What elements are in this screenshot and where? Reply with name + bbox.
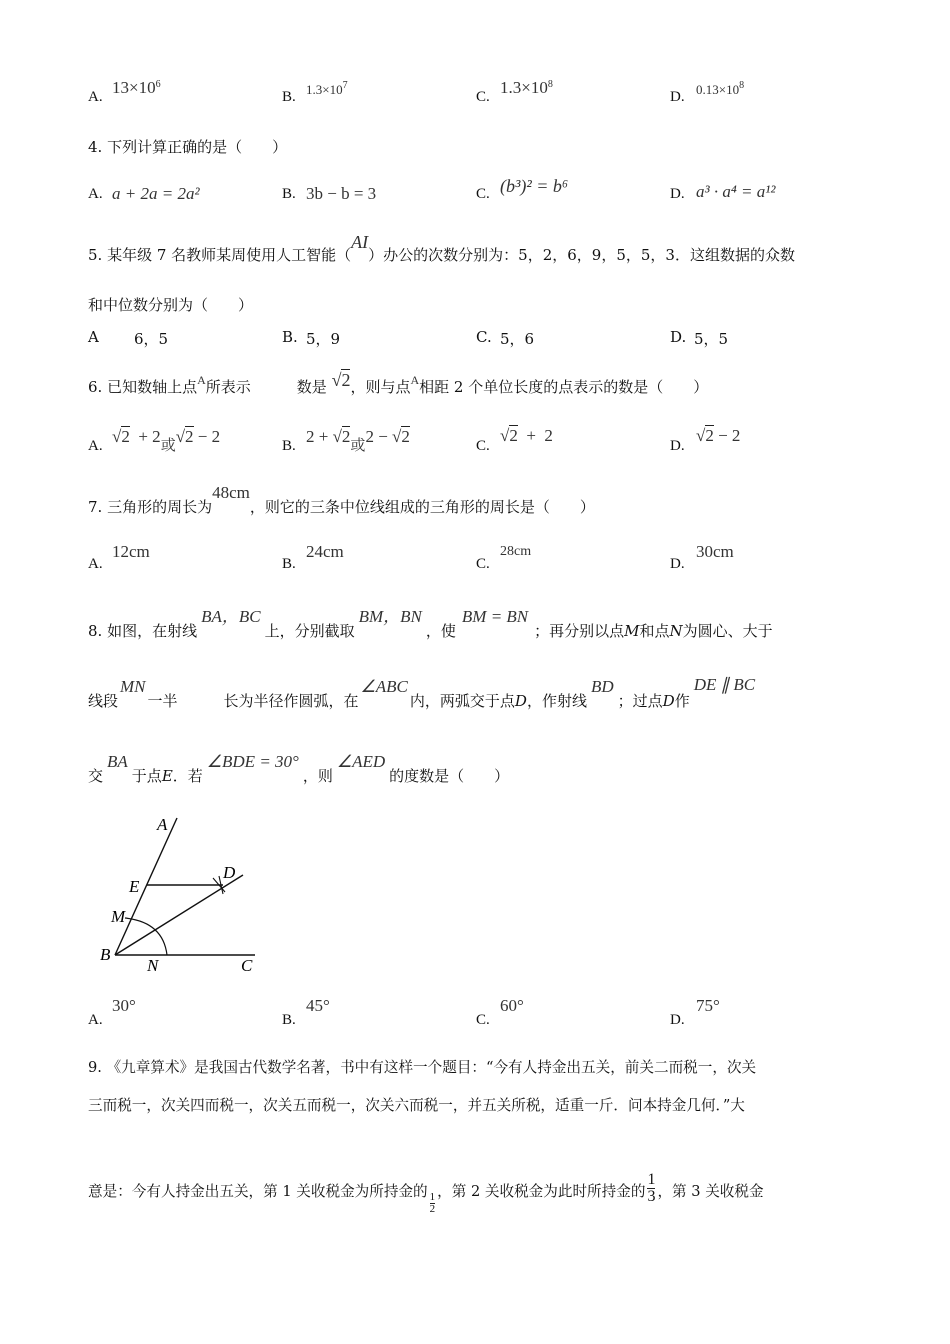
arc-mn <box>125 918 167 955</box>
label-m: M <box>111 907 126 926</box>
q4-option-a-value: a + 2a = 2a² <box>112 184 200 203</box>
q5-option-d-label: D. <box>670 328 687 346</box>
q7-option-c-value: 28cm <box>500 544 532 559</box>
q3-option-a-label: A. <box>88 89 103 105</box>
q4-option-d-value: a³ · a⁴ = a¹² <box>696 182 776 201</box>
q9-line3: 意是：今有人持金出五关，第 1 关收税金为所持金的 $\frac{1}{2}$ ，第 2 关收税金为此时所持金的 $\frac{1}{3}$ ，第 3 关收税金 <box>88 1171 764 1215</box>
q3-option-b-label: B. <box>282 89 296 105</box>
q7-option-a-value: 12cm <box>112 542 150 561</box>
q5-option-d-value: 5，5 <box>694 330 729 348</box>
q5-stem-line1: 5. 某年级 7 名教师某周使用人工智能（AI）办公的次数分别为：5，2，6，9，5，5，3．这组数据的众数 <box>88 232 795 264</box>
q3-option-c-value: $1.3\times 10^8$ <box>500 78 553 97</box>
q5-option-c-value: 5，6 <box>500 330 535 348</box>
q8-stem-line3: 交BA于点E．若∠BDE = 30°，则∠AED的度数是（ ） <box>88 752 510 785</box>
q9-line1: 9. 《九章算术》是我国古代数学名著，书中有这样一个题目：“今有人持金出五关，前关二而税一，次关 <box>88 1059 757 1076</box>
q4-option-b-label: B. <box>282 186 296 202</box>
q6-stem: 6. 已知数轴上点$^A$所表示 数是 √2，则与点$^A$相距 2 个单位长度的点表示的数是（ ） <box>88 370 709 396</box>
q8-geometry-figure <box>95 810 270 980</box>
q7-option-b-label: B. <box>282 556 296 572</box>
q5-option-b-label: B. <box>282 328 298 346</box>
q8-stem-line2: 线段MN一半 长为半径作圆弧，在∠ABC内，两弧交于点D，作射线BD；过点D作DE ∥ BC <box>88 675 756 710</box>
label-b: B <box>100 945 111 964</box>
q6-option-c-label: C. <box>476 438 490 454</box>
q6-option-d-label: D. <box>670 438 685 454</box>
q8-option-c-value: 60° <box>500 996 524 1015</box>
q6-option-b-value: 2 + √2或2 − √2 <box>306 427 410 454</box>
q8-option-a-value: 30° <box>112 996 136 1015</box>
q4-option-c-value: (b³)² = b⁶ <box>500 176 569 196</box>
q9-fraction-half: $\frac{1}{2}$ <box>429 1191 436 1215</box>
q4-option-c-label: C. <box>476 186 490 202</box>
q5-ai-term: AI <box>351 232 369 252</box>
q6-option-a-label: A. <box>88 438 103 454</box>
q4-option-d-label: D. <box>670 186 685 202</box>
q6-option-d-value: √2 − 2 <box>696 426 741 445</box>
q9-fraction-third: $\frac{1}{3}$ <box>647 1171 656 1205</box>
q7-option-b-value: 24cm <box>306 542 344 561</box>
label-d: D <box>223 863 236 882</box>
q6-option-b-label: B. <box>282 438 296 454</box>
q7-option-d-value: 30cm <box>696 542 734 561</box>
q3-option-d-label: D. <box>670 89 685 105</box>
label-a: A <box>157 815 168 834</box>
q3-option-d-value: $0.13\times 10^8$ <box>696 80 745 97</box>
q8-option-b-value: 45° <box>306 996 330 1015</box>
q8-option-b-label: B. <box>282 1012 296 1028</box>
q8-option-c-label: C. <box>476 1012 490 1028</box>
q6-option-a-value: √2 + 2或√2 − 2 <box>112 427 221 454</box>
q8-option-d-label: D. <box>670 1012 685 1028</box>
ray-ba <box>115 818 177 955</box>
q4-stem: 4. 下列计算正确的是（ ） <box>88 138 288 156</box>
q6-sqrt2: √2 <box>331 370 351 390</box>
q5-option-a-value: 6，5 <box>134 330 169 348</box>
q8-option-d-value: 75° <box>696 996 720 1015</box>
q4-option-a-label: A. <box>88 186 103 202</box>
q5-stem-line2: 和中位数分别为（ ） <box>88 296 254 314</box>
q7-stem: 7. 三角形的周长为48cm，则它的三条中位线组成的三角形的周长是（ ） <box>88 483 595 516</box>
q9-line2: 三而税一，次关四而税一，次关五而税一，次关六而税一，并五关所税，适重一斤．问本持金几何．”大 <box>88 1097 745 1114</box>
q3-option-b-value: $1.3\times 10^7$ <box>306 80 348 97</box>
q7-perimeter: 48cm <box>212 483 250 502</box>
q8-stem-line1: 8. 如图，在射线BA，BC上，分别截取BM，BN，使BM = BN；再分别以点M和点N为圆心、大于 <box>88 607 773 640</box>
q7-option-c-label: C. <box>476 556 490 572</box>
q3-option-a-value: $13\times 10^6$ <box>112 78 161 97</box>
q5-option-c-label: C. <box>476 328 492 346</box>
q8-option-a-label: A. <box>88 1012 103 1028</box>
q7-option-d-label: D. <box>670 556 685 572</box>
label-e: E <box>129 877 140 896</box>
q5-option-a-label: A <box>88 328 99 346</box>
q5-option-b-value: 5，9 <box>306 330 341 348</box>
label-n: N <box>147 956 159 975</box>
q3-option-c-label: C. <box>476 89 490 105</box>
label-c: C <box>241 956 253 975</box>
q7-option-a-label: A. <box>88 556 103 572</box>
q6-option-c-value: √2 + 2 <box>500 426 553 445</box>
q4-option-b-value: 3b − b = 3 <box>306 184 377 203</box>
